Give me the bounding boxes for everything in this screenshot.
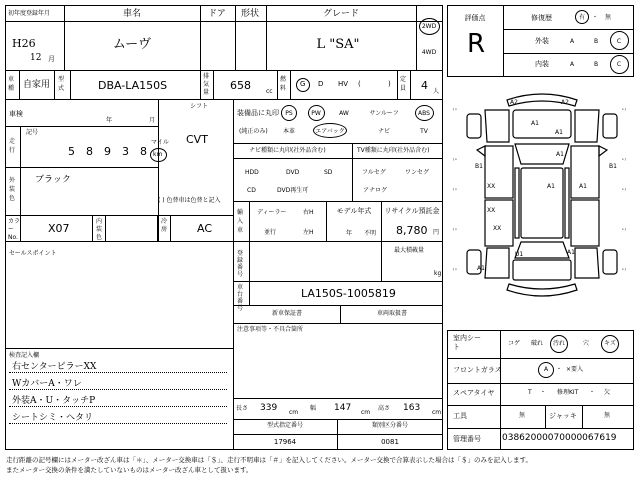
divider [105, 215, 106, 241]
grade-value: L "SA" [316, 37, 360, 52]
divider [64, 5, 65, 70]
type-value: 17964 [273, 438, 297, 446]
damage-code: XX [493, 225, 502, 232]
import-parallel: 並行 [264, 229, 277, 236]
model-year-value: 不明 [364, 230, 377, 237]
color-no-value: X07 [48, 222, 70, 235]
spare-kit: 修理KIT [557, 389, 579, 396]
damage-code: A1 [477, 265, 485, 272]
recycle-label: リサイクル預託金 [384, 207, 440, 215]
height-unit: cm [432, 409, 442, 416]
recycle-unit: 円 [433, 229, 440, 236]
nav-title: ナビ種類に丸印(社外品含む) [249, 147, 326, 154]
year-value: H26 [12, 37, 36, 50]
length-unit: cm [289, 409, 299, 416]
fuel-option-paren-close: ) [388, 80, 391, 88]
tools-label: 工具 [453, 412, 467, 420]
damage-code: A1 [567, 249, 575, 256]
divider [20, 126, 21, 167]
fuel-option-g: G [300, 80, 306, 88]
divider [447, 358, 634, 359]
seat-koge: コゲ [508, 340, 521, 347]
divider [249, 281, 250, 305]
car-damage-diagram [447, 80, 637, 325]
shape-label: 形状 [240, 9, 260, 19]
divider [9, 423, 227, 424]
divider [233, 281, 443, 282]
divider [503, 53, 634, 54]
capacity-unit: 人 [433, 88, 440, 95]
note-line: シートシミ・ヘタリ [12, 413, 94, 423]
repair-yes: 有 [578, 14, 586, 21]
displacement-unit: cc [266, 88, 273, 95]
fuel-option-hv: HV [338, 80, 349, 88]
footer-line-1: 走行距離の記号欄にはメーター改ざん車は「＊」、メーター交換車は「＄」、走行不明車は「＃」を記入してください。メーター交換で合算表示した場合は「＄」のみを記入します。 [6, 456, 532, 464]
divider [290, 70, 291, 99]
divider [5, 21, 443, 22]
equip-tv: TV [420, 128, 428, 135]
ext-grade-a: A [570, 38, 575, 45]
divider [9, 372, 227, 373]
divider [545, 405, 546, 428]
fuel-label: 燃料 [280, 76, 287, 92]
score-value: R [466, 29, 486, 59]
type-label: 型式指定番号 [266, 422, 304, 429]
equip-navi: ナビ [377, 128, 391, 135]
jack-label: ジャッキ [549, 412, 577, 420]
equip-sunroof: サンルーフ [369, 110, 399, 117]
divider [5, 126, 158, 127]
height-value: 163 [403, 403, 421, 413]
ac-label: 冷房 [161, 218, 168, 233]
svg-text:[ s: [ s [453, 227, 457, 231]
model-year-year: 年 [346, 230, 353, 237]
manage-label: 管理番号 [453, 435, 481, 443]
model-value: DBA-LA150S [98, 79, 168, 92]
mileage-digit: 9 [104, 145, 111, 158]
import-label: 輸入車 [237, 209, 244, 234]
reg-no-label: 登録番号 [237, 250, 244, 278]
spare-t: T [528, 389, 532, 396]
class-label: 類別区分番号 [371, 422, 409, 429]
svg-text:s ]: s ] [622, 267, 626, 271]
color-label: 外装色 [9, 177, 16, 202]
damage-code: A2 [561, 99, 569, 106]
divider [233, 398, 443, 399]
svg-text:s ]: s ] [622, 227, 626, 231]
divider [5, 348, 233, 349]
divider [582, 405, 583, 428]
inspection-label: 車検 [9, 110, 23, 118]
score-label: 評価点 [464, 14, 486, 22]
displacement-label: 排気量 [203, 73, 210, 96]
seat-yogore: 汚れ [552, 340, 566, 347]
damage-code: U1 [515, 251, 524, 258]
repair-label: 修復歴 [531, 14, 552, 22]
interior-label: 内装 [535, 60, 549, 68]
divider [397, 70, 398, 99]
fixed-load-unit: kg [434, 270, 442, 277]
equip-leather: 本革 [282, 128, 296, 135]
spare-label: スペアタイヤ [453, 389, 495, 397]
divider [416, 5, 417, 70]
equip-ps: PS [285, 110, 293, 117]
divider [92, 215, 93, 241]
damage-code: A1 [579, 183, 587, 190]
damage-code: XX [487, 207, 496, 214]
color-value: ブラック [35, 175, 71, 185]
spare-sep: ・ [540, 389, 547, 396]
damage-code: B1 [609, 163, 617, 170]
manual-label: 車両取扱書 [376, 310, 408, 317]
svg-text:[ s: [ s [453, 267, 457, 271]
equip-abs: ABS [418, 110, 430, 117]
import-dealer: ディーラー [257, 209, 287, 216]
divider [233, 323, 443, 324]
spare-missing: 欠 [604, 389, 611, 396]
divider [5, 215, 233, 216]
divider [352, 143, 353, 201]
nav-dvd-play: DVD再生可 [277, 187, 309, 194]
use-label: 車種 [8, 76, 15, 92]
chassis-label: 車台番号 [237, 284, 244, 312]
damage-code: A1 [531, 120, 539, 127]
note-line: WカバーA・ワレ [12, 379, 82, 389]
sales-point-label: セールスポイント [9, 250, 57, 257]
jack-value: 無 [604, 412, 611, 419]
height-label: 高さ [378, 405, 391, 412]
divider [213, 70, 214, 99]
seat-kizu: キズ [604, 340, 616, 347]
seat-yabure: 破れ [531, 340, 544, 347]
mileage-label: 走行 [9, 138, 16, 154]
divider [503, 5, 504, 77]
exterior-label: 外装 [535, 37, 549, 45]
glass-label: フロントガラス [453, 366, 502, 374]
width-value: 147 [334, 403, 352, 413]
divider [158, 99, 159, 241]
divider [233, 419, 443, 420]
import-left-hand: 左H [303, 229, 314, 236]
mileage-mile: マイル [151, 139, 169, 146]
tv-title: TV種類に丸印(社外品含む) [357, 147, 430, 154]
divider [233, 241, 381, 242]
shift-value: CVT [186, 133, 208, 146]
capacity-label: 定員 [400, 76, 407, 92]
chassis-value: LA150S-1005819 [301, 287, 396, 300]
note-line: 外装A・U・タッチP [12, 396, 96, 406]
interior-color-label: 内装色 [96, 218, 103, 241]
length-label: 長さ [236, 405, 249, 412]
mileage-unit: km [153, 151, 163, 158]
divider [200, 70, 201, 99]
tools-value: 無 [519, 412, 526, 419]
footer-line-2: またメーター交換の条件を満たしていないものはメーター改ざん車として扱います。 [6, 466, 253, 474]
divider [500, 330, 501, 450]
name-label: 車名 [122, 9, 142, 19]
int-grade-a: A [570, 61, 575, 68]
divider [5, 241, 233, 242]
divider [447, 405, 634, 406]
divider [157, 215, 158, 241]
divider [447, 428, 634, 429]
divider [9, 389, 227, 390]
mileage-digit: 5 [68, 145, 75, 158]
svg-text:s ]: s ] [622, 107, 626, 111]
divider [233, 99, 234, 449]
note-line: 右センターピラーXX [12, 362, 97, 372]
divider [5, 167, 158, 168]
color-no-label: カラーNo. [8, 218, 21, 241]
equip-sub: (純正のみ) [239, 128, 268, 135]
equip-label: 装備品に丸印 [237, 109, 279, 117]
damage-code: A2 [510, 99, 518, 106]
inspection-year-unit: 年 [106, 117, 113, 124]
divider [70, 70, 71, 99]
divider [170, 215, 171, 241]
damage-code: A1 [556, 151, 564, 158]
divider [340, 305, 341, 323]
divider [20, 167, 21, 215]
drive-4wd: 4WD [421, 49, 437, 56]
divider [447, 383, 634, 384]
month-value: 12 [30, 53, 42, 63]
divider [200, 5, 201, 70]
svg-text:s ]: s ] [622, 187, 626, 191]
nav-dvd: DVD [286, 169, 300, 176]
mileage-sub: 記号 [26, 129, 39, 136]
equip-pw: PW [311, 110, 321, 117]
recycle-value: 8,780 [396, 224, 428, 237]
divider [266, 5, 267, 70]
equip-airbag: エアバック [315, 128, 345, 135]
ac-value: AC [197, 222, 213, 235]
divider [19, 70, 20, 99]
tv-analog: アナログ [363, 187, 388, 194]
ext-grade-b: B [594, 38, 599, 45]
damage-code: A1 [547, 183, 555, 190]
divider [277, 70, 278, 99]
divider [410, 70, 411, 99]
glass-replace: ×要入 [566, 366, 584, 373]
grade-label: グレード [322, 9, 360, 19]
divider [233, 158, 443, 159]
tv-oneseg: ワンセグ [405, 169, 430, 176]
width-label: 幅 [310, 405, 317, 412]
divider [233, 143, 443, 144]
capacity-value: 4 [421, 79, 428, 92]
svg-text:s ]: s ] [622, 157, 626, 161]
use-value: 自家用 [23, 80, 51, 90]
int-grade-b: B [594, 61, 599, 68]
nav-sd: SD [324, 169, 333, 176]
fuel-option-paren-open: ( [358, 80, 361, 88]
repair-sep: ・ [592, 14, 599, 21]
notes-title: 注意事項等・不具合箇所 [237, 326, 304, 333]
nav-cd: CD [247, 187, 256, 194]
glass-sep: ・ [556, 366, 563, 373]
divider [233, 201, 443, 202]
divider [326, 201, 327, 241]
width-unit: cm [361, 409, 371, 416]
tv-fullseg: フルセグ [362, 169, 386, 176]
model-year-label: モデル年式 [336, 207, 372, 215]
fuel-option-d: D [318, 80, 324, 88]
divider [9, 406, 227, 407]
svg-text:[ s: [ s [453, 157, 457, 161]
warranty-label: 新車保証書 [271, 310, 303, 317]
interior-seat-label: 室内シート [453, 334, 481, 351]
repair-no: 無 [604, 14, 612, 21]
equip-aw: AW [339, 110, 349, 117]
divider [20, 215, 21, 241]
divider [233, 434, 443, 435]
damage-code: XX [487, 183, 496, 190]
mileage-digit: 8 [86, 145, 93, 158]
inspector-label: 検査記入欄 [9, 352, 40, 359]
damage-code: B1 [475, 163, 483, 170]
model-label: 型式 [58, 76, 65, 92]
length-value: 339 [260, 403, 278, 413]
divider [503, 29, 634, 30]
divider [381, 241, 443, 242]
seat-ana: 穴 [583, 340, 590, 347]
mileage-digit: 8 [140, 145, 147, 158]
door-label: ドア [208, 9, 226, 19]
divider [233, 305, 443, 306]
glass-a: A [543, 366, 549, 373]
month-unit: 月 [48, 55, 55, 63]
inspection-month-unit: 月 [149, 117, 156, 124]
divider [54, 70, 55, 99]
import-right-hand: 右H [303, 209, 314, 216]
displacement-value: 658 [230, 79, 251, 92]
class-value: 0081 [381, 438, 399, 446]
ext-grade-c: C [616, 38, 622, 45]
fixed-load-label: 最大積載量 [394, 247, 425, 254]
car-name-value: ムーヴ [112, 37, 152, 52]
svg-text:[ s: [ s [453, 107, 457, 111]
int-grade-c: C [616, 61, 622, 68]
divider [235, 5, 236, 70]
svg-text:[ s: [ s [453, 187, 457, 191]
shift-label: シフト [190, 103, 209, 110]
manage-value: 03862000070000067619 [502, 433, 617, 443]
mileage-digit: 3 [122, 145, 129, 158]
damage-code: A1 [555, 129, 563, 136]
color-note: ( ) 色替車は色替と記入 [158, 197, 221, 204]
spare-sep: ・ [589, 389, 596, 396]
year-label: 初年度登録年月 [8, 10, 51, 17]
nav-hdd: HDD [245, 169, 259, 176]
drive-2wd: 2WD [421, 23, 437, 30]
divider [5, 99, 443, 100]
